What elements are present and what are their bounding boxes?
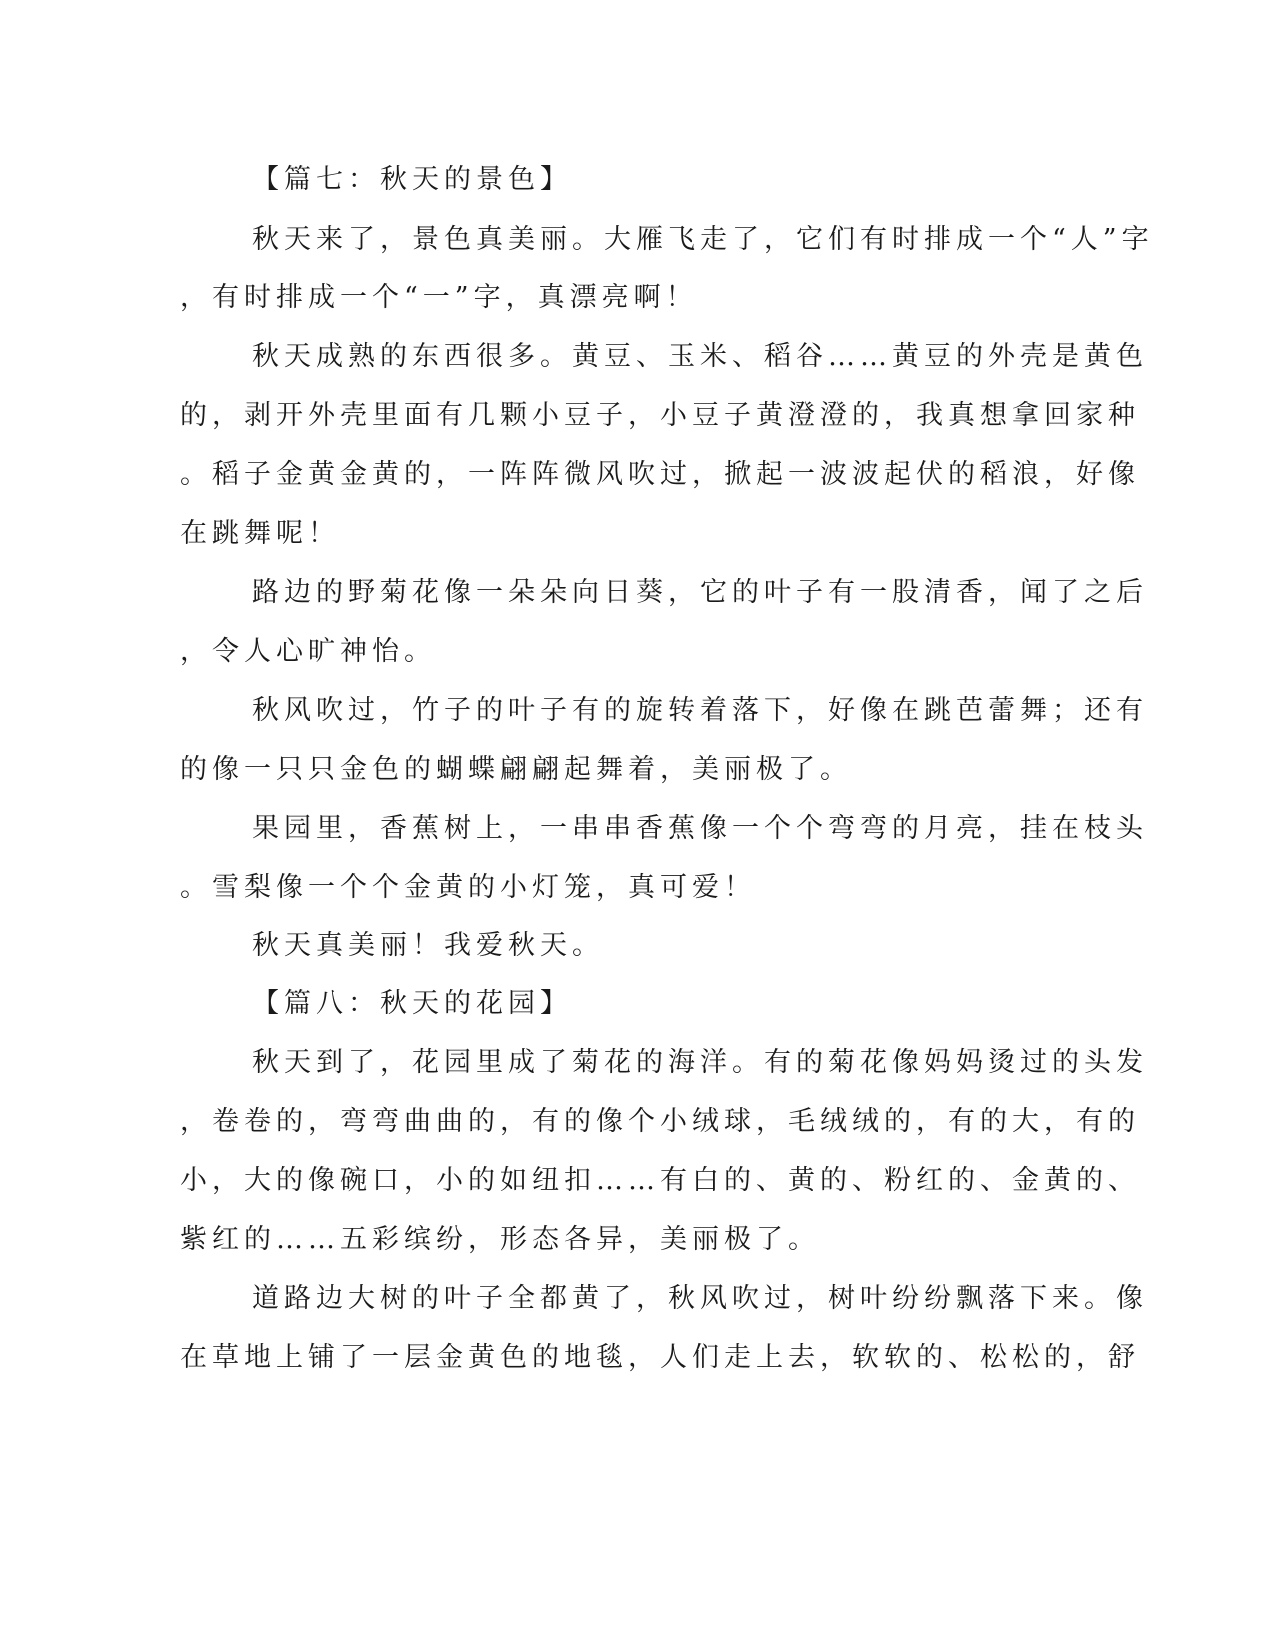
text-line: 紫红的……五彩缤纷，形态各异，美丽极了。 (180, 1224, 820, 1255)
text-line: 在跳舞呢！ (180, 518, 340, 549)
section-heading-8: 【篇八：秋天的花园】 (252, 988, 572, 1019)
text-line: ，有时排成一个“一”字，真漂亮啊！ (180, 282, 698, 313)
text-line: 路边的野菊花像一朵朵向日葵，它的叶子有一股清香，闻了之后 (252, 577, 1148, 608)
text-line: 秋天成熟的东西很多。黄豆、玉米、稻谷……黄豆的外壳是黄色 (252, 341, 1148, 372)
text-line: ，令人心旷神怡。 (180, 636, 436, 667)
text-line: 的，剥开外壳里面有几颗小豆子，小豆子黄澄澄的，我真想拿回家种 (180, 400, 1140, 431)
text-line: 果园里，香蕉树上，一串串香蕉像一个个弯弯的月亮，挂在枝头 (252, 813, 1148, 844)
text-line: 秋天到了，花园里成了菊花的海洋。有的菊花像妈妈烫过的头发 (252, 1047, 1148, 1078)
text-line: 道路边大树的叶子全都黄了，秋风吹过，树叶纷纷飘落下来。像 (252, 1283, 1148, 1314)
text-line: 在草地上铺了一层金黄色的地毯，人们走上去，软软的、松松的，舒 (180, 1342, 1140, 1373)
text-line: 秋天真美丽！我爱秋天。 (252, 930, 604, 961)
text-line: 小，大的像碗口，小的如纽扣……有白的、黄的、粉红的、金黄的、 (180, 1165, 1140, 1196)
text-line: 秋风吹过，竹子的叶子有的旋转着落下，好像在跳芭蕾舞；还有 (252, 695, 1148, 726)
text-line: 秋天来了，景色真美丽。大雁飞走了，它们有时排成一个“人”字 (252, 224, 1154, 255)
text-line: ，卷卷的，弯弯曲曲的，有的像个小绒球，毛绒绒的，有的大，有的 (180, 1106, 1140, 1137)
text-line: 的像一只只金色的蝴蝶翩翩起舞着，美丽极了。 (180, 754, 852, 785)
text-line: 。稻子金黄金黄的，一阵阵微风吹过，掀起一波波起伏的稻浪，好像 (180, 459, 1140, 490)
section-heading-7: 【篇七：秋天的景色】 (252, 164, 572, 195)
text-line: 。雪梨像一个个金黄的小灯笼，真可爱！ (180, 872, 756, 903)
